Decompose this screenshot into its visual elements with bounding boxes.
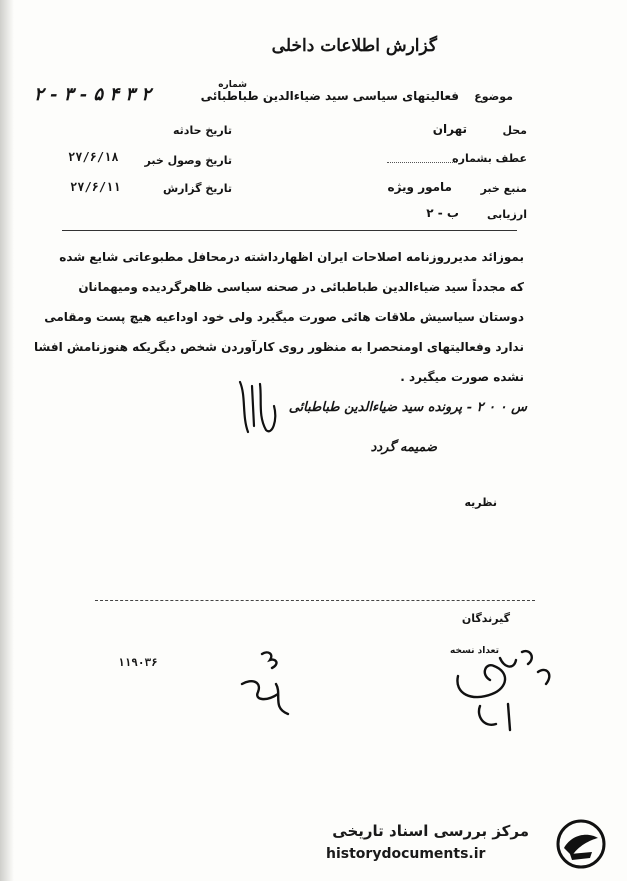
body-line-4: ندارد وفعالیتهای اومنحصرا به منظور روی کارآوردن شخص دیگریکه هنوزنامش افشا [34, 340, 524, 354]
scan-edge [0, 0, 14, 881]
file-number-label: شماره [218, 80, 247, 90]
subject-label: موضوع [474, 90, 513, 103]
header-separator [62, 230, 517, 231]
source-label: منبع خبر [480, 182, 527, 195]
body-line-5: نشده صورت میگیرد . [400, 370, 524, 384]
received-date-value: ۲۷/۶/۱۸ [68, 150, 119, 164]
grade-label: ارزیابی [487, 208, 527, 221]
report-date-label: تاریخ گزارش [162, 182, 232, 195]
grade-value: ب - ۲ [426, 206, 459, 220]
body-line-3: دوستان سیاسیش ملاقات هائی صورت میگیرد ولی خود اوداعیه هیچ پست ومقامی [44, 310, 524, 324]
handwritten-note-line1: س ۰ ۰ ۲ - پرونده سید ضیاءالدین طباطبائی [288, 400, 527, 415]
body-line-1: بموزائد مدیرروزنامه اصلاحات ایران اظهارداشته درمحافل مطبوعاتی شایع شده [59, 250, 524, 264]
document-title: گزارش اطلاعات داخلی [271, 36, 437, 56]
location-value: تهران [432, 122, 467, 136]
location-label: محل [502, 124, 527, 137]
opinion-label: نظریه [464, 496, 497, 509]
handwritten-reference: ۲ ۳ ۴ ۵ - ۳ - ۲ [34, 84, 151, 105]
issue-dotted-line [387, 152, 457, 163]
copies-label: تعداد نسخه [450, 646, 499, 656]
handwritten-note-line2: ضمیمه گردد [370, 440, 437, 455]
watermark-title: مرکز بررسی اسناد تاریخی [332, 822, 529, 840]
footer-separator [95, 600, 535, 601]
issue-label: عطف بشماره [452, 152, 527, 165]
signature-mark [232, 376, 282, 440]
incident-date-label: تاریخ حادثه [173, 124, 232, 137]
bottom-number: ۱۱۹۰۳۶ [118, 656, 158, 669]
subject-value: فعالیتهای سیاسی سید ضیاءالدین طباطبائی [200, 89, 459, 103]
handwritten-scribble-left [232, 644, 302, 724]
received-date-label: تاریخ وصول خبر [144, 154, 232, 167]
source-value: مامور ویژه [387, 180, 452, 194]
handwritten-scribble-right [450, 644, 560, 736]
report-date-value: ۲۷/۶/۱۱ [70, 180, 121, 194]
body-line-2: که مجدداً سید ضیاءالدین طباطبائی در صحنه سیاسی ظاهرگردیده ومیهمانان [78, 280, 524, 294]
watermark-url: historydocuments.ir [326, 846, 486, 862]
archive-logo-icon [554, 818, 608, 870]
recipients-label: گیرندگان [461, 612, 510, 625]
